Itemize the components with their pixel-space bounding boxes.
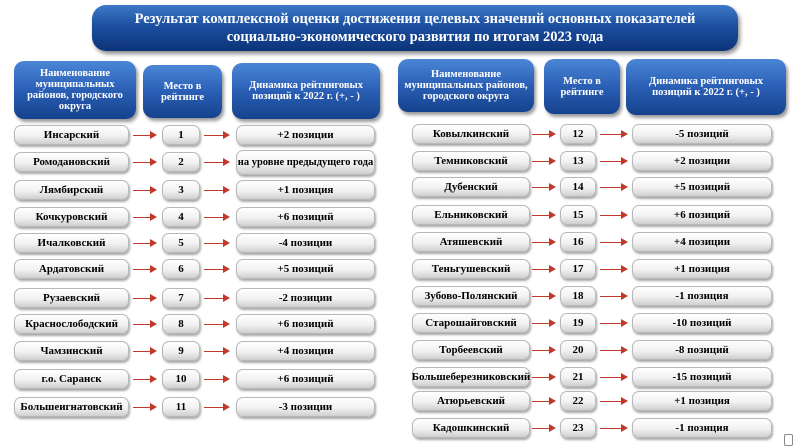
district-name: Рузаевский — [14, 288, 129, 308]
arrow-icon — [204, 131, 230, 139]
position-change: -5 позиций — [632, 124, 772, 144]
position-change: -10 позиций — [632, 313, 772, 333]
arrow-icon — [600, 373, 628, 381]
district-name: Зубово-Полянский — [412, 286, 530, 306]
arrow-icon — [204, 347, 230, 355]
rank-value: 14 — [560, 177, 596, 197]
position-change: -1 позиция — [632, 286, 772, 306]
header-dynamics-left: Динамика рейтинговых позиций к 2022 г. (+, - ) — [232, 63, 380, 119]
arrow-icon — [600, 130, 628, 138]
arrow-icon — [600, 238, 628, 246]
district-name: Старошайговский — [412, 313, 530, 333]
arrow-icon — [532, 238, 556, 246]
district-name: Торбеевский — [412, 340, 530, 360]
rank-value: 3 — [162, 180, 200, 200]
rank-value: 23 — [560, 418, 596, 438]
arrow-icon — [600, 346, 628, 354]
district-name: Лямбирский — [14, 180, 129, 200]
arrow-icon — [532, 424, 556, 432]
rank-value: 20 — [560, 340, 596, 360]
district-name: Инсарский — [14, 125, 129, 145]
arrow-icon — [600, 157, 628, 165]
position-change: +1 позиция — [236, 180, 375, 200]
district-name: Ромодановский — [14, 152, 129, 172]
position-change: +4 позиции — [632, 232, 772, 252]
rank-value: 13 — [560, 151, 596, 171]
arrow-icon — [204, 265, 230, 273]
position-change: +6 позиций — [236, 207, 375, 227]
district-name: Атяшевский — [412, 232, 530, 252]
arrow-icon — [204, 320, 230, 328]
position-change: -8 позиций — [632, 340, 772, 360]
district-name: Ичалковский — [14, 233, 129, 253]
district-name: Атюрьевский — [412, 391, 530, 411]
district-name: Теньгушевский — [412, 259, 530, 279]
position-change: -3 позиции — [236, 397, 375, 417]
position-change: на уровне предыдущего года — [236, 150, 375, 175]
arrow-icon — [532, 373, 556, 381]
arrow-icon — [600, 292, 628, 300]
rank-value: 9 — [162, 341, 200, 361]
district-name: Кочкуровский — [14, 207, 129, 227]
rank-value: 11 — [162, 397, 200, 417]
district-name: Большеигнатовский — [14, 397, 129, 417]
position-change: +1 позиция — [632, 259, 772, 279]
position-change: +2 позиции — [236, 125, 375, 145]
arrow-icon — [600, 319, 628, 327]
arrow-icon — [532, 265, 556, 273]
arrow-icon — [600, 397, 628, 405]
arrow-icon — [133, 320, 157, 328]
arrow-icon — [204, 375, 230, 383]
district-name: Кадошкинский — [412, 418, 530, 438]
header-rank-right: Место в рейтинге — [544, 59, 620, 114]
rank-value: 7 — [162, 288, 200, 308]
rank-value: 12 — [560, 124, 596, 144]
district-name: Чамзинский — [14, 341, 129, 361]
position-change: +6 позиций — [236, 369, 375, 389]
header-district-right: Наименование муниципальных районов, городского округа — [398, 59, 534, 112]
position-change: +5 позиций — [236, 259, 375, 279]
district-name: Краснослободский — [14, 314, 129, 334]
rank-value: 4 — [162, 207, 200, 227]
arrow-icon — [600, 183, 628, 191]
arrow-icon — [133, 294, 157, 302]
position-change: +5 позиций — [632, 177, 772, 197]
arrow-icon — [133, 375, 157, 383]
arrow-icon — [532, 319, 556, 327]
arrow-icon — [204, 239, 230, 247]
rank-value: 6 — [162, 259, 200, 279]
district-name: Дубенский — [412, 177, 530, 197]
position-change: +1 позиция — [632, 391, 772, 411]
rank-value: 1 — [162, 125, 200, 145]
rank-value: 15 — [560, 205, 596, 225]
rank-value: 21 — [560, 367, 596, 387]
title-line-1: Результат комплексной оценки достижения целевых значений основных показателей — [134, 11, 696, 27]
position-change: -4 позиции — [236, 233, 375, 253]
rank-value: 8 — [162, 314, 200, 334]
district-name: Большеберезниковский — [412, 367, 530, 387]
rank-value: 2 — [162, 152, 200, 172]
header-dynamics-right: Динамика рейтинговых позиций к 2022 г. (+, - ) — [626, 59, 786, 115]
arrow-icon — [204, 403, 230, 411]
arrow-icon — [204, 158, 230, 166]
arrow-icon — [133, 186, 157, 194]
arrow-icon — [532, 292, 556, 300]
position-change: -15 позиций — [632, 367, 772, 387]
arrow-icon — [133, 239, 157, 247]
arrow-icon — [133, 158, 157, 166]
arrow-icon — [133, 347, 157, 355]
arrow-icon — [133, 265, 157, 273]
arrow-icon — [204, 213, 230, 221]
district-name: г.о. Саранск — [14, 369, 129, 389]
arrow-icon — [532, 397, 556, 405]
rank-value: 17 — [560, 259, 596, 279]
arrow-icon — [133, 131, 157, 139]
rank-value: 5 — [162, 233, 200, 253]
arrow-icon — [600, 211, 628, 219]
title-line-2: социально-экономического развития по итогам 2023 года — [226, 29, 604, 45]
position-change: -1 позиция — [632, 418, 772, 438]
arrow-icon — [532, 183, 556, 191]
arrow-icon — [204, 294, 230, 302]
arrow-icon — [532, 211, 556, 219]
arrow-icon — [133, 403, 157, 411]
arrow-icon — [600, 424, 628, 432]
arrow-icon — [204, 186, 230, 194]
position-change: -2 позиции — [236, 288, 375, 308]
rank-value: 19 — [560, 313, 596, 333]
district-name: Ковылкинский — [412, 124, 530, 144]
header-district-left: Наименование муниципальных районов, городского округа — [14, 61, 136, 119]
rank-value: 10 — [162, 369, 200, 389]
arrow-icon — [600, 265, 628, 273]
arrow-icon — [532, 157, 556, 165]
district-name: Ельниковский — [412, 205, 530, 225]
district-name: Ардатовский — [14, 259, 129, 279]
position-change: +2 позиции — [632, 151, 772, 171]
position-change: +4 позиции — [236, 341, 375, 361]
rank-value: 18 — [560, 286, 596, 306]
title-banner — [92, 5, 738, 51]
header-rank-left: Место в рейтинге — [143, 65, 222, 118]
position-change: +6 позиций — [632, 205, 772, 225]
arrow-icon — [532, 346, 556, 354]
rank-value: 22 — [560, 391, 596, 411]
arrow-icon — [133, 213, 157, 221]
arrow-icon — [532, 130, 556, 138]
district-name: Темниковский — [412, 151, 530, 171]
rank-value: 16 — [560, 232, 596, 252]
page-corner-icon — [784, 434, 796, 444]
position-change: +6 позиций — [236, 314, 375, 334]
